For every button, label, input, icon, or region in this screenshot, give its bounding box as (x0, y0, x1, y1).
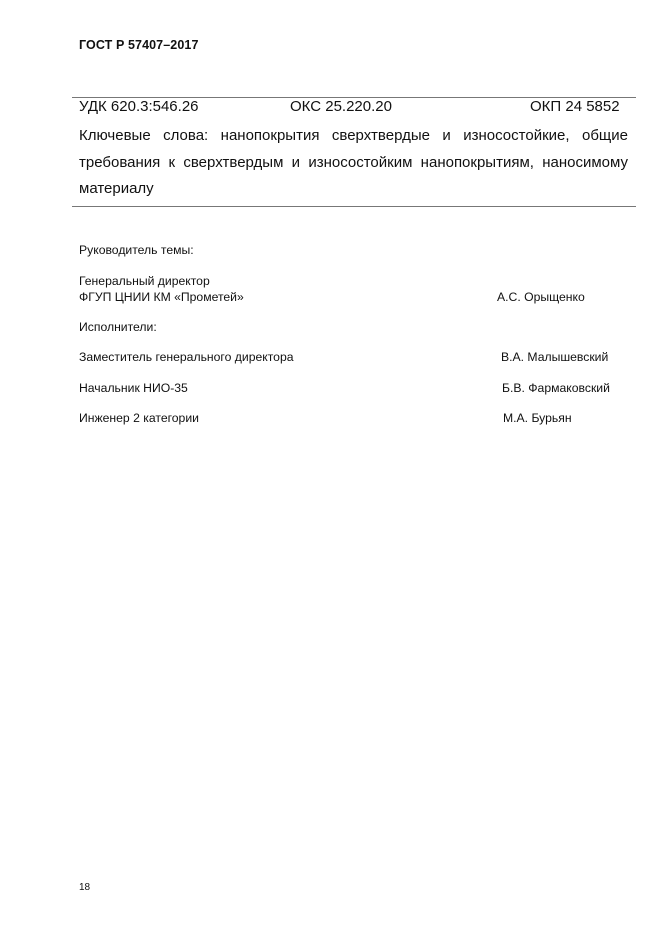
leader-name: А.С. Орыщенко (497, 290, 585, 304)
okp-code: ОКП 24 5852 (530, 98, 620, 115)
leader-position-line2: ФГУП ЦНИИ КМ «Прометей» (79, 290, 244, 304)
bottom-rule (72, 206, 636, 207)
performers-heading: Исполнители: (79, 320, 157, 334)
performer-name: В.А. Малышевский (501, 350, 609, 364)
page-number: 18 (79, 882, 91, 893)
keywords-block (79, 123, 628, 203)
leader-heading: Руководитель темы: (79, 243, 194, 257)
performer-name: Б.В. Фармаковский (502, 381, 610, 395)
udk-code: УДК 620.3:546.26 (79, 98, 199, 115)
standard-number: ГОСТ Р 57407–2017 (79, 38, 199, 52)
oks-code: ОКС 25.220.20 (290, 98, 392, 115)
leader-position-line1: Генеральный директор (79, 274, 210, 288)
performer-position: Заместитель генерального директора (79, 350, 294, 364)
performer-position: Инженер 2 категории (79, 411, 199, 425)
keywords-line-2: требования к сверхтвердым и износостойким нанопокрытиям, наносимому (79, 153, 628, 171)
performer-name: М.А. Бурьян (503, 411, 572, 425)
performer-position: Начальник НИО-35 (79, 381, 188, 395)
keywords-line-3: материалу (79, 180, 154, 197)
keywords-line-1: Ключевые слова: нанопокрытия сверхтвердые и износостойкие, общие (79, 127, 628, 144)
